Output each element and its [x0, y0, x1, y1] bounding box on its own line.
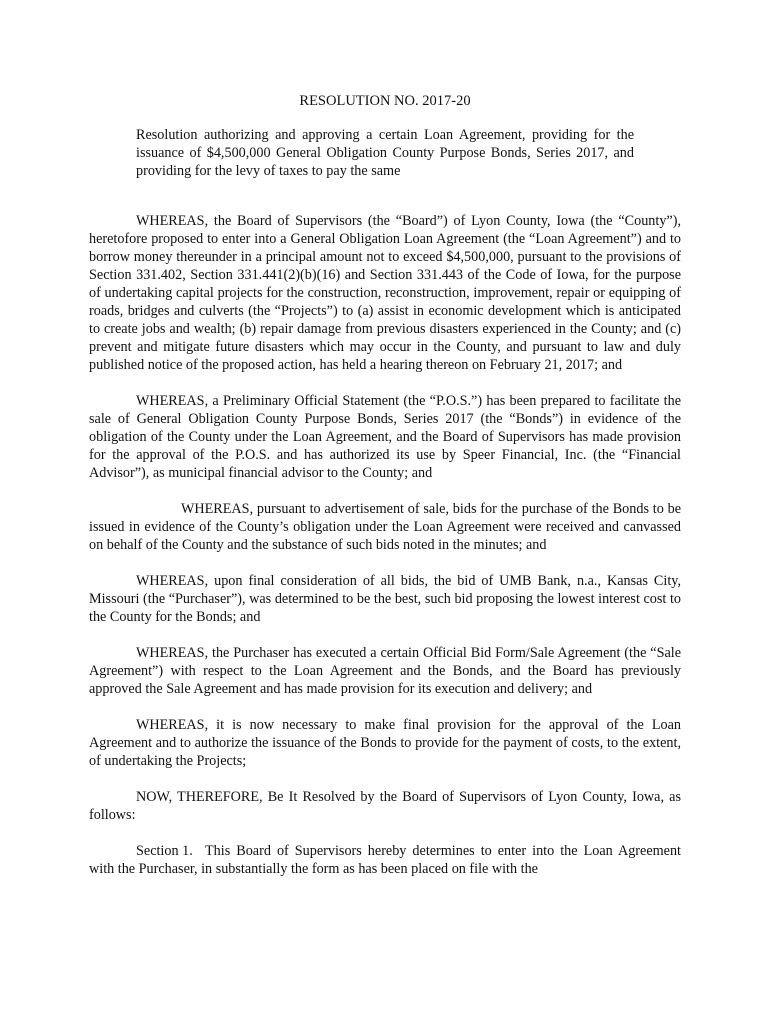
- section-1-label: Section 1.: [136, 843, 193, 859]
- whereas-paragraph-purchaser: WHEREAS, upon final consideration of all bids, the bid of UMB Bank, n.a., Kansas City, Missouri (the “Purchaser”), was determined to be the best, such bid proposing the lowest interest cost to the County for the Bonds; and: [89, 573, 681, 625]
- resolution-subject: Resolution authorizing and approving a certain Loan Agreement, providing for the issuance of $4,500,000 General Obligation County Purpose Bonds, Series 2017, and providing for the levy of taxes to pay the same: [136, 127, 634, 179]
- resolved-paragraph: NOW, THEREFORE, Be It Resolved by the Board of Supervisors of Lyon County, Iowa, as follows:: [89, 789, 681, 823]
- whereas-paragraph-pos: WHEREAS, a Preliminary Official Statement (the “P.O.S.”) has been prepared to facilitate the sale of General Obligation County Purpose Bonds, Series 2017 (the “Bonds”) in evidence of the obligation of the County under the Loan Agreement, and the Board of Supervisors has made provision for the approval of the P.O.S. and has authorized its use by Speer Financial, Inc. (the “Financial Advisor”), as municipal financial advisor to the County; and: [89, 393, 681, 481]
- whereas-paragraph-board: WHEREAS, the Board of Supervisors (the “Board”) of Lyon County, Iowa (the “County”), heretofore proposed to enter into a General Obligation Loan Agreement (the “Loan Agreement”) and to borrow money thereunder in a principal amount not to exceed $4,500,000, pursuant to the provisions of Section 331.402, Section 331.441(2)(b)(16) and Section 331.443 of the Code of Iowa, for the purpose of undertaking capital projects for the construction, reconstruction, improvement, repair or equipping of roads, bridges and culverts (the “Projects”) to (a) assist in economic development which is anticipated to create jobs and wealth; (b) repair damage from previous disasters experienced in the County; and (c) prevent and mitigate future disasters which may occur in the County, and pursuant to law and duly published notice of the proposed action, has held a hearing thereon on February 21, 2017; and: [89, 213, 681, 373]
- whereas-paragraph-sale-agreement: WHEREAS, the Purchaser has executed a certain Official Bid Form/Sale Agreement (the “Sale Agreement”) with respect to the Loan Agreement and the Bonds, and the Board has previously approved the Sale Agreement and has made provision for its execution and delivery; and: [89, 645, 681, 697]
- whereas-paragraph-bids: WHEREAS, pursuant to advertisement of sale, bids for the purchase of the Bonds to be issued in evidence of the County’s obligation under the Loan Agreement were received and canvassed on behalf of the County and the substance of such bids noted in the minutes; and: [89, 501, 681, 553]
- section-1-text: This Board of Supervisors hereby determines to enter into the Loan Agreement with the Purchaser, in substantially the form as has been placed on file with the: [89, 843, 681, 877]
- resolution-body: [89, 212, 681, 878]
- whereas-paragraph-final-provision: WHEREAS, it is now necessary to make final provision for the approval of the Loan Agreement and to authorize the issuance of the Bonds to provide for the payment of costs, to the extent, of undertaking the Projects;: [89, 717, 681, 769]
- section-1-paragraph: [89, 842, 681, 878]
- resolution-title: RESOLUTION NO. 2017-20: [299, 93, 471, 109]
